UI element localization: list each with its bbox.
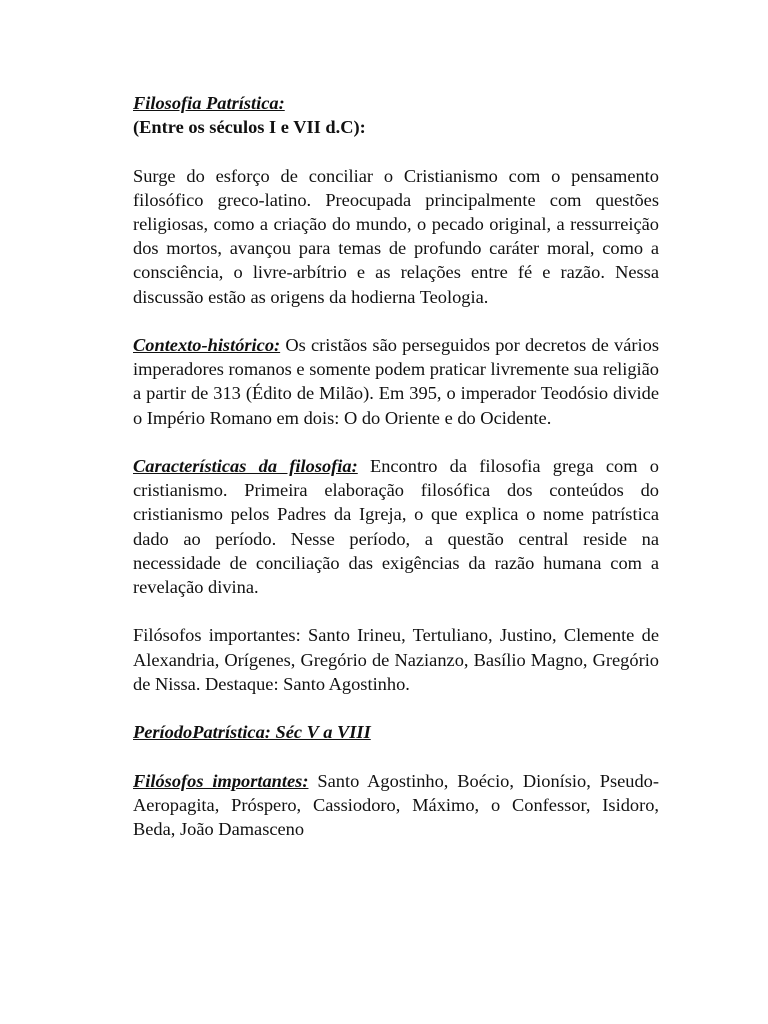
paragraph-gap	[133, 696, 659, 720]
paragraph-gap	[133, 744, 659, 768]
paragraph-gap	[133, 430, 659, 454]
filosofos-importantes-paragraph	[133, 769, 659, 842]
periodo-heading: PeríodoPatrística: Séc V a VIII	[133, 722, 371, 743]
document-page	[133, 91, 659, 841]
filosofos-importantes-heading: Filósofos importantes:	[133, 770, 309, 791]
filosofos-importantes-text: Santo Agostinho, Boécio, Dionísio, Pseudo-Aeropagita, Próspero, Cassiodoro, Máximo, o Confessor, Isidoro, Beda, João Damasceno	[133, 770, 659, 839]
caracteristicas-paragraph	[133, 454, 659, 599]
intro-paragraph: Surge do esforço de conciliar o Cristianismo com o pensamento filosófico greco-latino. Preocupada principalmente com questões religiosas, como a criação do mundo, o pecado original, a ressurreição dos mortos, avançou para temas de profundo caráter moral, como a consciência, o livre-arbítrio e as relações entre fé e razão. Nessa discussão estão as origens da hodierna Teologia.	[133, 165, 659, 307]
paragraph-gap	[133, 309, 659, 333]
paragraph-gap	[133, 139, 659, 163]
caracteristicas-heading: Características da filosofia:	[133, 456, 358, 476]
document-subtitle: (Entre os séculos I e VII d.C):	[133, 117, 366, 138]
contexto-heading: Contexto-histórico:	[133, 335, 281, 355]
document-title: Filosofia Patrística:	[133, 93, 285, 113]
contexto-paragraph	[133, 333, 659, 430]
caracteristicas-text: Encontro da filosofia grega com o cristianismo. Primeira elaboração filosófica dos conteúdos do cristianismo pelos Padres da Igreja, o que explica o nome patrística dado ao período. Nesse período, a questão central reside na necessidade de conciliação das exigências da razão humana com a revelação divina.	[133, 456, 660, 598]
paragraph-gap	[133, 599, 659, 623]
contexto-text: Os cristãos são perseguidos por decretos de vários imperadores romanos e somente podem praticar livremente sua religião a partir de 313 (Édito de Milão). Em 395, o imperador Teodósio divide o Império Romano em dois: O do Oriente e do Ocidente.	[133, 335, 659, 428]
filosofos-paragraph: Filósofos importantes: Santo Irineu, Tertuliano, Justino, Clemente de Alexandria, Orígenes, Gregório de Nazianzo, Basílio Magno, Gregório de Nissa. Destaque: Santo Agostinho.	[133, 625, 659, 694]
